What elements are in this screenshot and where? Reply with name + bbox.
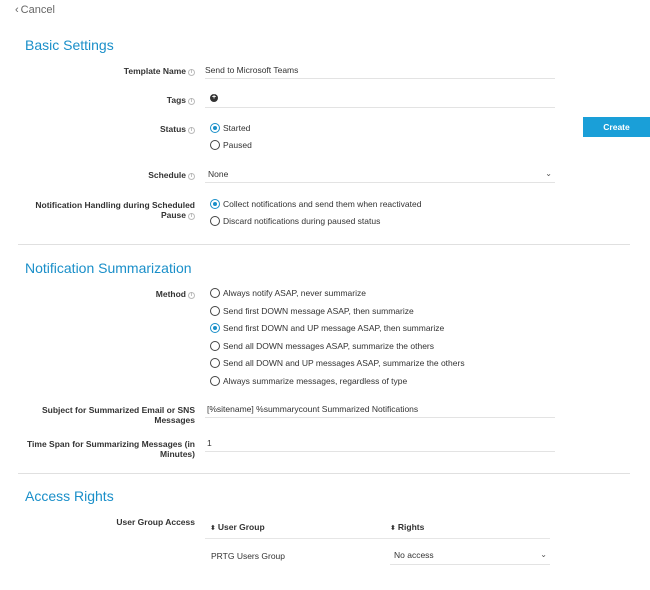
- subject-input[interactable]: [%sitename] %summarycount Summarized Notifications: [205, 404, 555, 418]
- method-radio-all-down[interactable]: Send all DOWN messages ASAP, summarize the others: [210, 341, 434, 351]
- tags-input[interactable]: [205, 92, 555, 108]
- info-icon[interactable]: i: [188, 292, 195, 299]
- notification-handling-label: Notification Handling during Scheduled Pause i: [35, 200, 195, 220]
- template-name-input[interactable]: Send to Microsoft Teams: [205, 65, 555, 79]
- chevron-down-icon: ⌄: [540, 550, 547, 559]
- rights-select[interactable]: No access ⌄: [390, 550, 550, 565]
- method-radio-always-asap[interactable]: Always notify ASAP, never summarize: [210, 288, 366, 298]
- radio-unchecked-icon[interactable]: [210, 376, 220, 386]
- col-header-rights[interactable]: ⬍ Rights: [390, 522, 425, 532]
- cancel-link[interactable]: [15, 4, 55, 16]
- radio-checked-icon[interactable]: [210, 123, 220, 133]
- info-icon[interactable]: i: [188, 173, 195, 180]
- access-rights-title: Access Rights: [25, 488, 114, 504]
- schedule-label: Schedule i: [15, 170, 195, 180]
- method-radio-first-down-up[interactable]: Send first DOWN and UP message ASAP, then summarize: [210, 323, 444, 333]
- info-icon[interactable]: i: [188, 69, 195, 76]
- radio-checked-icon[interactable]: [210, 199, 220, 209]
- col-header-user-group[interactable]: ⬍ User Group: [210, 522, 265, 532]
- basic-settings-title: Basic Settings: [25, 37, 114, 53]
- info-icon[interactable]: i: [188, 127, 195, 134]
- method-label: Method i: [15, 289, 195, 299]
- user-group-access-label: User Group Access: [116, 517, 195, 527]
- status-radio-started[interactable]: Started: [210, 123, 250, 133]
- table-cell-group: PRTG Users Group: [211, 551, 286, 561]
- info-icon[interactable]: i: [188, 213, 195, 220]
- status-radio-paused[interactable]: Paused: [210, 140, 252, 150]
- section-divider: [18, 244, 630, 245]
- status-label: Status i: [15, 124, 195, 134]
- notification-summarization-title: Notification Summarization: [25, 260, 192, 276]
- sort-icon: ⬍: [390, 525, 396, 532]
- handling-radio-discard[interactable]: Discard notifications during paused status: [210, 216, 380, 226]
- create-button[interactable]: Create: [583, 117, 650, 137]
- radio-unchecked-icon[interactable]: [210, 306, 220, 316]
- radio-unchecked-icon[interactable]: [210, 288, 220, 298]
- template-name-label: Template Name i: [15, 66, 195, 76]
- handling-radio-collect[interactable]: Collect notifications and send them when reactivated: [210, 199, 421, 209]
- schedule-select[interactable]: None ⌄: [205, 169, 555, 183]
- tags-label: Tags i: [15, 95, 195, 105]
- sort-icon: ⬍: [210, 525, 216, 532]
- add-tag-icon[interactable]: +: [211, 94, 217, 101]
- subject-label: Subject for Summarized Email or SNS Messages: [41, 405, 195, 425]
- chevron-left-icon: ‹: [15, 4, 19, 16]
- radio-unchecked-icon[interactable]: [210, 140, 220, 150]
- radio-unchecked-icon[interactable]: [210, 358, 220, 368]
- method-radio-all-down-up[interactable]: Send all DOWN and UP messages ASAP, summarize the others: [210, 358, 465, 368]
- radio-unchecked-icon[interactable]: [210, 341, 220, 351]
- cancel-label: Cancel: [20, 4, 55, 16]
- table-header-divider: [205, 538, 550, 539]
- method-radio-first-down[interactable]: Send first DOWN message ASAP, then summarize: [210, 306, 414, 316]
- section-divider: [18, 473, 630, 474]
- info-icon[interactable]: i: [188, 98, 195, 105]
- chevron-down-icon: ⌄: [545, 169, 552, 178]
- method-radio-always-summarize[interactable]: Always summarize messages, regardless of type: [210, 376, 407, 386]
- timespan-input[interactable]: 1: [205, 438, 555, 452]
- radio-unchecked-icon[interactable]: [210, 216, 220, 226]
- radio-checked-icon[interactable]: [210, 323, 220, 333]
- timespan-label: Time Span for Summarizing Messages (in Minutes): [27, 439, 195, 459]
